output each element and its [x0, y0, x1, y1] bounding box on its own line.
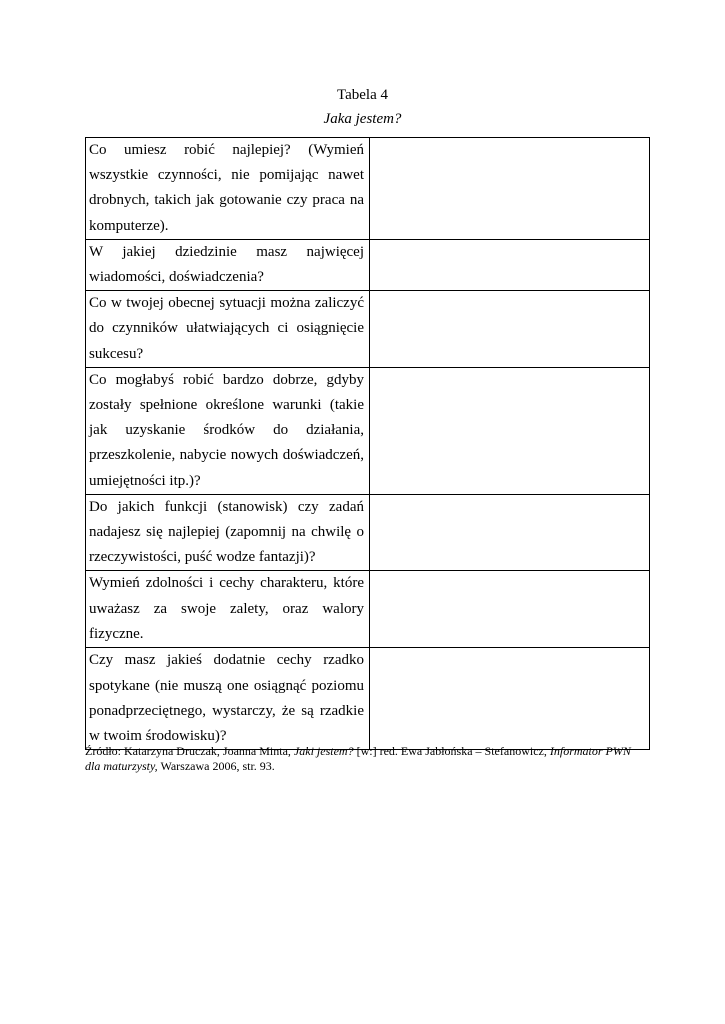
question-cell: [86, 367, 370, 494]
answer-cell[interactable]: [370, 648, 650, 750]
source-suffix: Warszawa 2006, str. 93.: [157, 759, 275, 773]
answer-cell[interactable]: [370, 239, 650, 290]
question-text: Do jakich funkcji (stanowisk) czy zadań nadajesz się najlepiej (zapomnij na chwilę o rzeczywistości, puść wodze fantazji)?: [89, 498, 364, 566]
answer-cell[interactable]: [370, 367, 650, 494]
table-row: [86, 648, 650, 750]
question-text: Co umiesz robić najlepiej? (Wymień wszystkie czynności, nie pomijając nawet drobnych, takich jak gotowanie czy praca na komputerze).: [89, 142, 364, 234]
question-text: Wymień zdolności i cechy charakteru, które uważasz za swoje zalety, oraz walory fizyczne.: [89, 575, 364, 642]
question-text: Czy masz jakieś dodatnie cechy rzadko spotykane (nie muszą one osiągnąć poziomu ponadprzeciętnego, wystarczy, że są rzadkie w twoim środowisku)?: [89, 652, 364, 745]
question-text: W jakiej dziedzinie masz najwięcej wiadomości, doświadczenia?: [89, 243, 364, 286]
source-work-title: Jaki jestem?: [293, 744, 354, 758]
table-label: Tabela 4: [336, 87, 388, 103]
question-cell: [86, 648, 370, 750]
questionnaire-table: [85, 137, 650, 750]
question-cell: [86, 291, 370, 368]
question-cell: [86, 494, 370, 571]
table-row: [86, 571, 650, 648]
source-prefix: Źródło: Katarzyna Druczak, Joanna Minta,: [85, 744, 294, 758]
table-row: [86, 367, 650, 494]
answer-cell[interactable]: [370, 138, 650, 240]
answer-cell[interactable]: [370, 291, 650, 368]
table-row: [86, 291, 650, 368]
answer-cell[interactable]: [370, 571, 650, 648]
table-title: Jaka jestem?: [323, 111, 402, 127]
question-cell: [86, 571, 370, 648]
question-cell: [86, 138, 370, 240]
source-publication: Informator PWN dla maturzysty,: [85, 744, 631, 773]
source-note: [85, 744, 645, 774]
answer-cell[interactable]: [370, 494, 650, 571]
question-text: Co mogłabyś robić bardzo dobrze, gdyby zostały spełnione określone warunki (takie jak uzyskanie środków do działania, przeszkolenie, nabycie nowych doświadczeń, umiejętności itp.)?: [89, 371, 364, 489]
question-text: Co w twojej obecnej sytuacji można zaliczyć do czynników ułatwiających ci osiągnięcie sukcesu?: [89, 295, 364, 362]
source-middle: [w:] red. Ewa Jabłońska – Stefanowicz,: [353, 744, 550, 758]
table-row: [86, 239, 650, 290]
table-row: [86, 494, 650, 571]
table-row: [86, 138, 650, 240]
question-cell: [86, 239, 370, 290]
